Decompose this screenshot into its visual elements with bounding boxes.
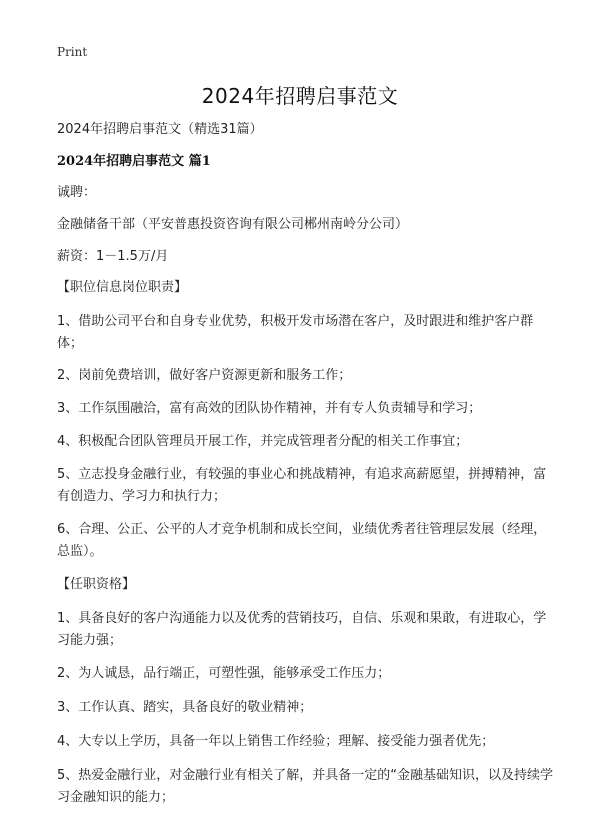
qualifications-heading: 【任职资格】 xyxy=(57,577,136,592)
duty-item: 4、积极配合团队管理员开展工作，并完成管理者分配的相关工作事宜； xyxy=(57,434,469,449)
greeting-text: 诚聘： xyxy=(57,185,97,200)
duties-list xyxy=(57,311,557,563)
document-body xyxy=(57,120,557,809)
position-text: 金融储备干部（平安普惠投资咨询有限公司郴州南岭分公司） xyxy=(57,217,409,232)
section-heading: 2024年招聘启事范文 篇1 xyxy=(57,154,211,169)
document-title: 2024年招聘启事范文 xyxy=(201,84,399,108)
qualification-item: 4、大专以上学历，具备一年以上销售工作经验；理解、接受能力强者优先； xyxy=(57,734,495,749)
print-label: Print xyxy=(57,45,88,59)
duty-item: 3、工作氛围融洽，富有高效的团队协作精神，并有专人负责辅导和学习； xyxy=(57,401,482,416)
qualification-item: 5、热爱金融行业，对金融行业有相关了解，并具备一定的“金融基础知识，以及持续学习金融知识的能力； xyxy=(57,768,554,805)
qualifications-list xyxy=(57,608,557,809)
duty-item: 5、立志投身金融行业，有较强的事业心和挑战精神，有追求高薪愿望，拼搏精神，富有创造力、学习力和执行力； xyxy=(57,467,547,504)
qualification-item: 2、为人诚恳，品行端正，可塑性强，能够承受工作压力； xyxy=(57,666,391,681)
qualification-item: 3、工作认真、踏实，具备良好的敬业精神； xyxy=(57,700,313,715)
duties-heading: 【职位信息岗位职责】 xyxy=(57,280,188,295)
salary-text: 薪资：1－1.5万/月 xyxy=(57,249,169,264)
document-subtitle: 2024年招聘启事范文（精选31篇） xyxy=(57,122,263,137)
duty-item: 6、合理、公正、公平的人才竞争机制和成长空间，业绩优秀者往管理层发展（经理，总监）。 xyxy=(57,522,547,559)
duty-item: 1、借助公司平台和自身专业优势，积极开发市场潜在客户，及时跟进和维护客户群体； xyxy=(57,314,534,351)
qualification-item: 1、具备良好的客户沟通能力以及优秀的营销技巧，自信、乐观和果敢，有进取心，学习能力强； xyxy=(57,611,547,648)
duty-item: 2、岗前免费培训，做好客户资源更新和服务工作； xyxy=(57,368,352,383)
